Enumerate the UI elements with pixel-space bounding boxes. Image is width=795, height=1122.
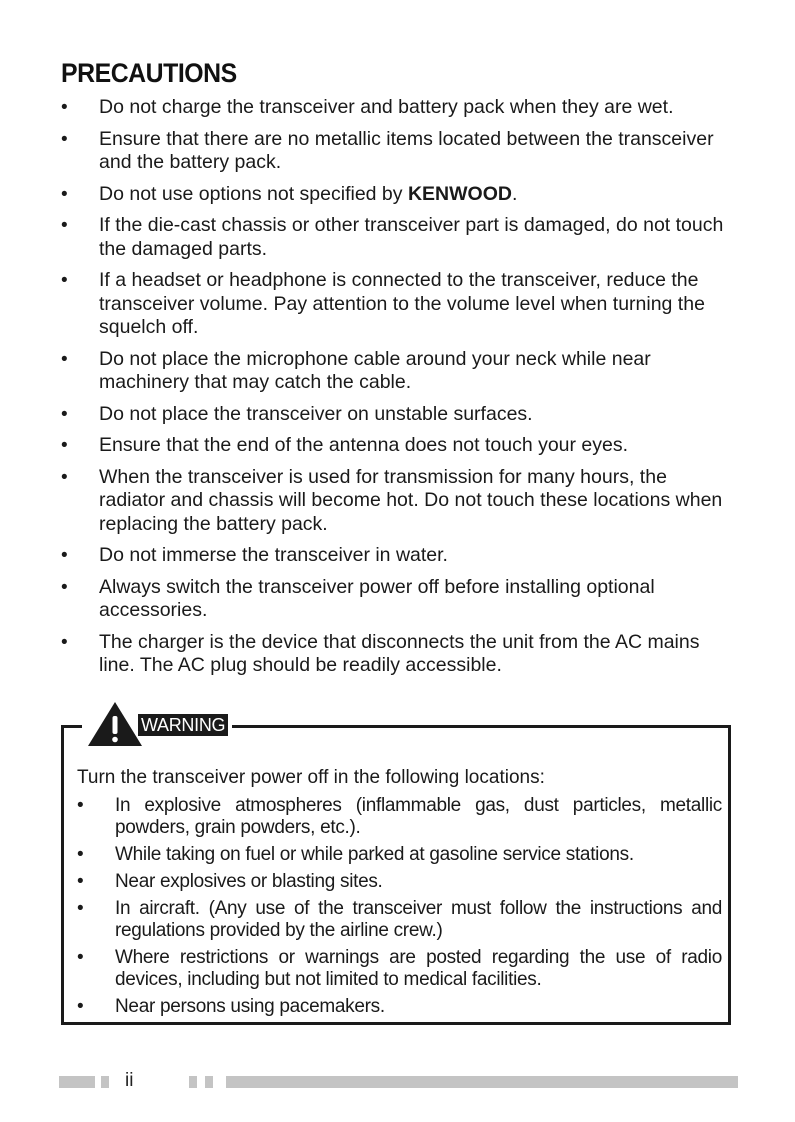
- exclamation-triangle-icon: [86, 700, 144, 748]
- warning-list: [77, 795, 722, 1023]
- page-number: ii: [125, 1070, 134, 1091]
- warning-item: • Near explosives or blasting sites.: [77, 871, 722, 893]
- warning-intro: Turn the transceiver power off in the following locations:: [77, 767, 545, 788]
- precaution-item: • When the transceiver is used for transmission for many hours, the radiator and chassis will become hot. Do not touch these locations when replacing the battery pack.: [61, 466, 731, 537]
- footer-bar-segment: [101, 1076, 109, 1088]
- precaution-item: • Do not place the transceiver on unstable surfaces.: [61, 403, 731, 427]
- page-footer: [59, 1070, 739, 1091]
- footer-bar-segment: [226, 1076, 738, 1088]
- precaution-item: • The charger is the device that disconnects the unit from the AC mains line. The AC plug should be readily accessible.: [61, 631, 731, 678]
- precaution-item: • Do not immerse the transceiver in water.: [61, 544, 731, 568]
- warning-label: WARNING: [138, 714, 228, 736]
- warning-box: [61, 715, 731, 1025]
- warning-item: • In aircraft. (Any use of the transceiver must follow the instructions and regulations provided by the airline crew.): [77, 898, 722, 942]
- precaution-item: • Do not place the microphone cable around your neck while near machinery that may catch the cable.: [61, 348, 731, 395]
- footer-bar-segment: [189, 1076, 197, 1088]
- precautions-list: [61, 96, 731, 686]
- precaution-item: • Always switch the transceiver power off before installing optional accessories.: [61, 576, 731, 623]
- footer-bar-segment: [59, 1076, 95, 1088]
- warning-item: • While taking on fuel or while parked at gasoline service stations.: [77, 844, 722, 866]
- warning-item: • Near persons using pacemakers.: [77, 996, 722, 1018]
- warning-item: • In explosive atmospheres (inflammable gas, dust particles, metallic powders, grain powders, etc.).: [77, 795, 722, 839]
- brand-name: KENWOOD: [407, 182, 512, 205]
- footer-bar-segment: [205, 1076, 213, 1088]
- precaution-item: • Ensure that the end of the antenna does not touch your eyes.: [61, 434, 731, 458]
- warning-item: • Where restrictions or warnings are posted regarding the use of radio devices, including but not limited to medical facilities.: [77, 947, 722, 991]
- precaution-item: • If a headset or headphone is connected to the transceiver, reduce the transceiver volume. Pay attention to the volume level when turning the squelch off.: [61, 269, 731, 340]
- warning-header: [82, 700, 232, 748]
- precaution-item: • Do not charge the transceiver and battery pack when they are wet.: [61, 96, 731, 120]
- precaution-item: • If the die-cast chassis or other transceiver part is damaged, do not touch the damaged parts.: [61, 214, 731, 261]
- page-title: PRECAUTIONS: [61, 58, 237, 88]
- precaution-item: • Do not use options not specified by KENWOOD.: [61, 183, 731, 207]
- precaution-item: • Ensure that there are no metallic items located between the transceiver and the battery pack.: [61, 128, 731, 175]
